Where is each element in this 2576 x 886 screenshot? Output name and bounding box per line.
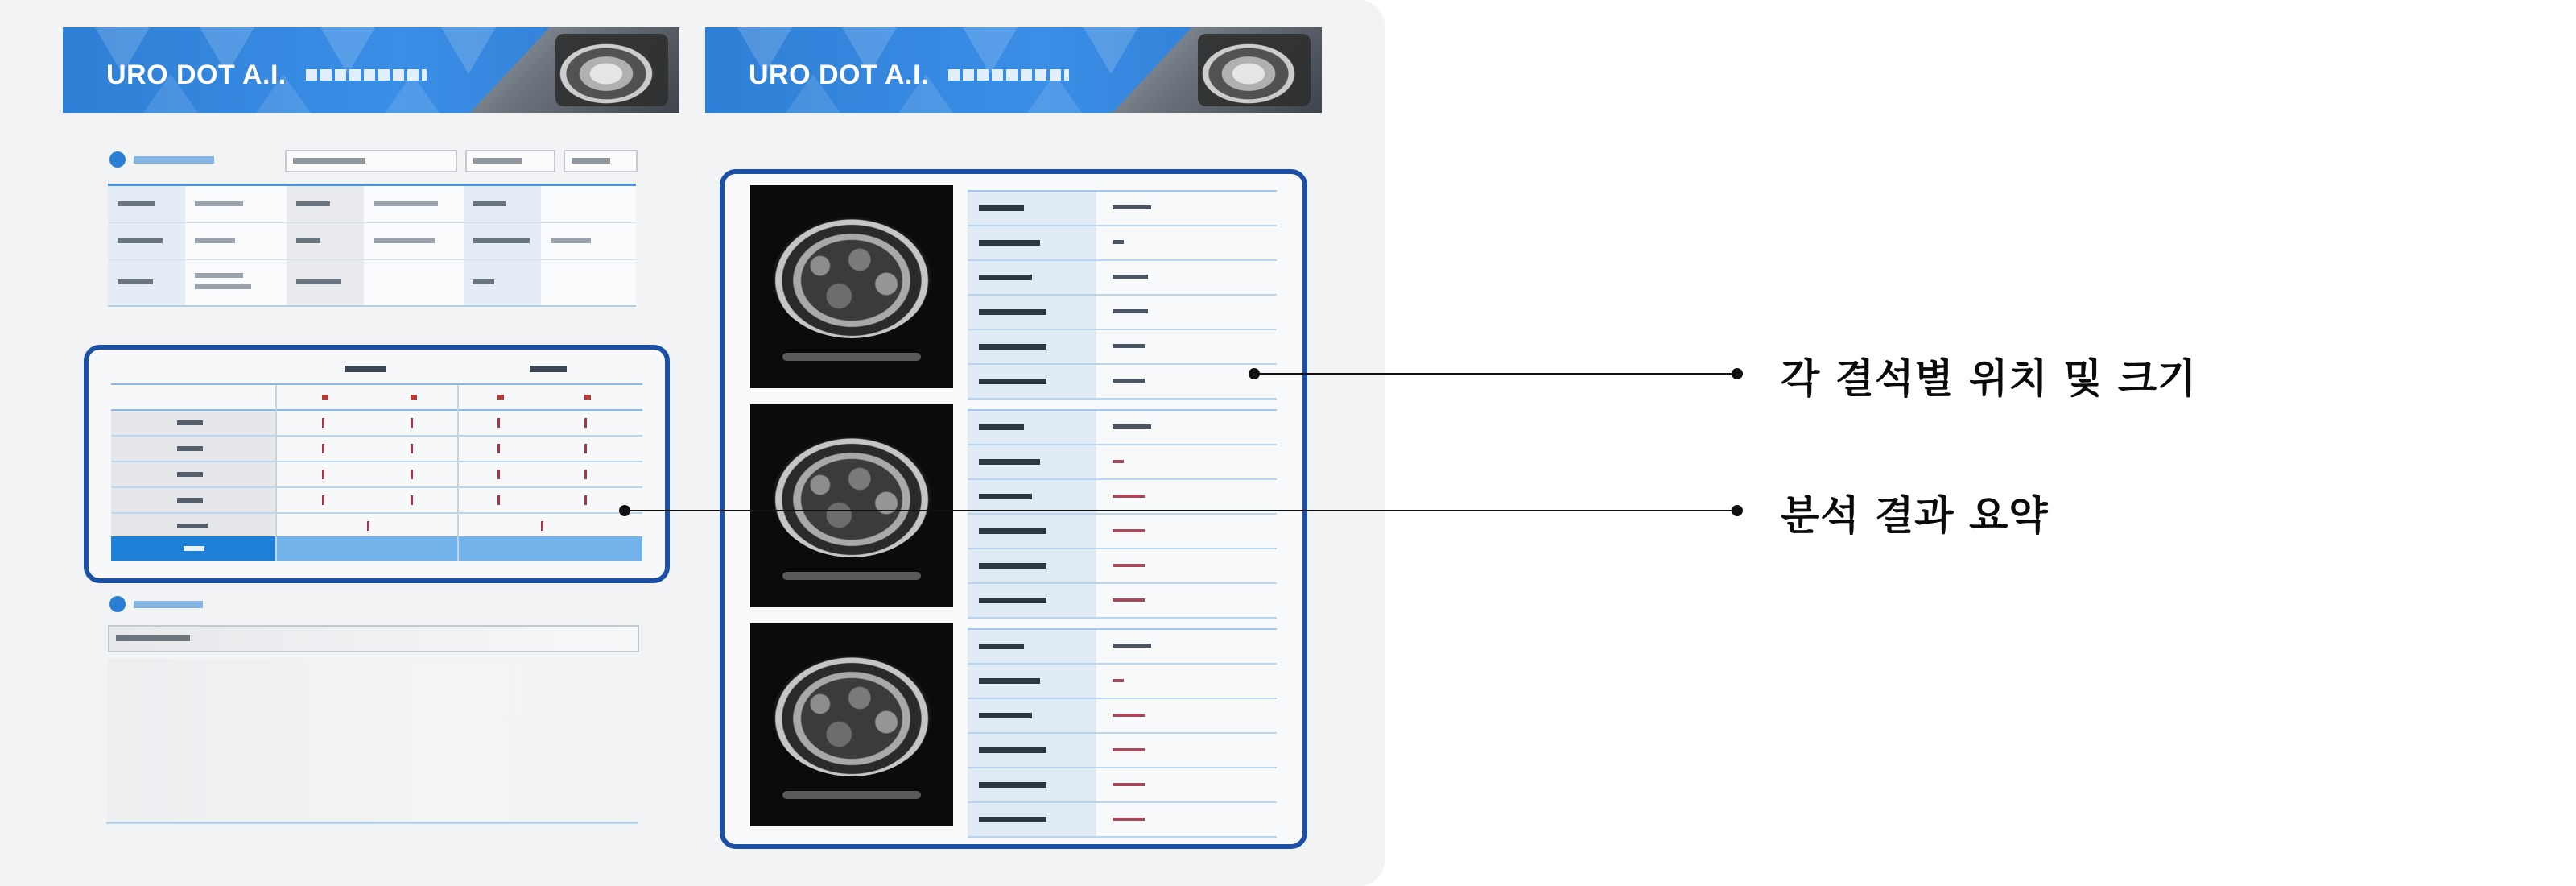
table-row	[111, 437, 642, 462]
banner-logo: URO DOT A.I.	[749, 60, 929, 90]
table-row	[968, 411, 1277, 445]
search-field[interactable]	[465, 150, 555, 172]
notes-area	[108, 659, 636, 820]
banner-logo: URO DOT A.I.	[106, 60, 287, 90]
divider	[106, 822, 638, 824]
report-banner-left	[63, 27, 679, 113]
table-row	[968, 226, 1277, 261]
table-row	[968, 768, 1277, 803]
annotation-point	[1732, 368, 1743, 379]
table-row	[108, 186, 636, 223]
table-row	[111, 488, 642, 514]
summary-table-subheader	[111, 385, 642, 411]
table-row	[968, 803, 1277, 838]
ct-scan-image	[750, 185, 953, 388]
table-row	[968, 630, 1277, 664]
annotation-leader-line	[625, 510, 1737, 511]
section-dot-icon	[109, 151, 126, 168]
table-row	[108, 260, 636, 305]
table-row	[108, 223, 636, 260]
banner-subtitle	[948, 69, 1069, 81]
section-dot-icon	[109, 596, 126, 612]
patient-info-header	[109, 151, 214, 168]
section-title	[134, 601, 203, 608]
annotation-point	[1732, 505, 1743, 516]
table-row	[111, 462, 642, 488]
banner-subtitle	[306, 69, 427, 81]
stone-detail-table	[968, 628, 1277, 838]
table-row	[968, 664, 1277, 699]
table-row	[968, 192, 1277, 226]
table-row	[968, 296, 1277, 330]
report-banner-right	[705, 27, 1322, 113]
table-row	[111, 411, 642, 437]
banner-scan-image	[1198, 34, 1311, 106]
stone-results-box	[720, 169, 1307, 849]
banner-scan-image	[555, 34, 668, 106]
table-row	[968, 445, 1277, 480]
summary-table-header	[111, 358, 642, 385]
stone-detail-table	[968, 190, 1277, 400]
ct-scan-image	[750, 623, 953, 826]
section-title	[134, 156, 214, 164]
analysis-summary-box	[84, 345, 670, 583]
stone-detail-table	[968, 409, 1277, 619]
table-row	[968, 365, 1277, 400]
table-row	[968, 515, 1277, 549]
table-row	[968, 699, 1277, 734]
table-row	[968, 261, 1277, 296]
annotation-analysis-summary: 분석 결과 요약	[1781, 492, 2049, 539]
notes-field[interactable]	[108, 625, 639, 652]
filter-field[interactable]	[564, 150, 638, 172]
ct-scan-image	[750, 404, 953, 607]
date-filter-field[interactable]	[285, 150, 457, 172]
annotation-location-size: 각 결석별 위치 및 크기	[1781, 355, 2198, 402]
table-row	[968, 330, 1277, 365]
table-row	[968, 734, 1277, 768]
annotation-leader-line	[1254, 373, 1737, 375]
summary-total-row	[111, 536, 642, 561]
notes-header	[109, 596, 203, 612]
table-row	[968, 584, 1277, 619]
table-row	[968, 549, 1277, 584]
patient-info-table	[108, 184, 636, 307]
summary-table-body	[111, 411, 642, 540]
